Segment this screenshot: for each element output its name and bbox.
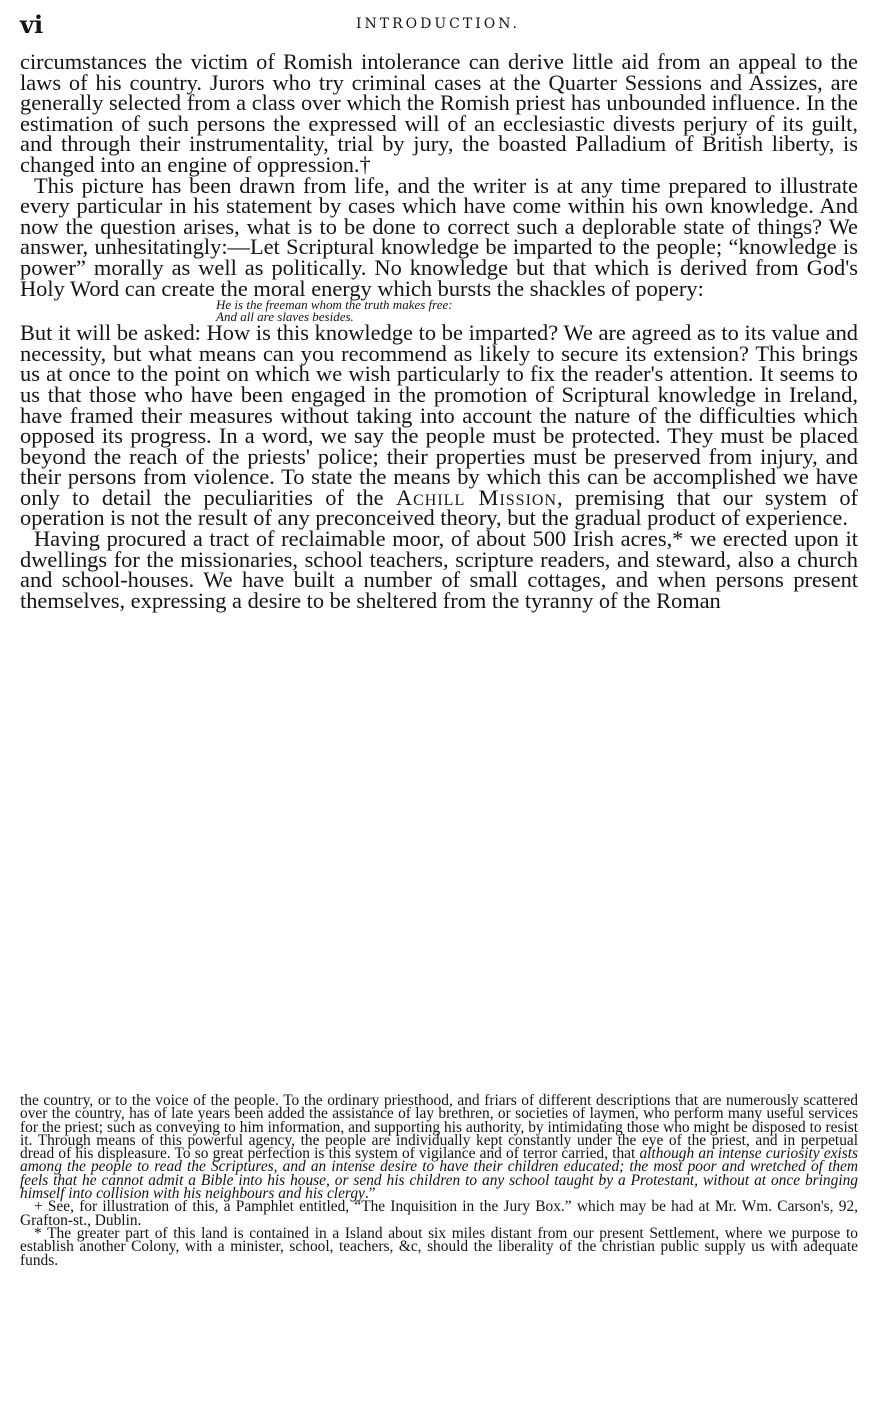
paragraph-text: , premising that our system of operation is not the result of any preconceived theory, but the gradual product of experience.: [20, 484, 858, 531]
main-text: [20, 49, 858, 613]
paragraph-continuation: circumstances the victim of Romish intolerance can derive little aid from an appeal to the laws of his country. Jurors who try criminal cases at the Quarter Sessions and Assizes, are generally selected from a class over which the Romish priest has unbounded influence. In the estimation of such persons the expressed will of an ecclesiastic divests perjury of its guilt, and through their instrumentality, trial by jury, the boasted Palladium of British liberty, is changed into an engine of oppression.†: [20, 49, 858, 177]
footnote-text: the country, or to the voice of the people. To the ordinary priesthood, and friars of different descriptions that are numerously scattered over the country, has of late years been added the assistance of lay brethren, or societies of laymen, who perform many useful services for the priest; such as conveying to him information, and supporting his authority, by intimidating those who might be disposed to resist it. Through means of this powerful agency, the people are individually kept constantly under the eye of the priest, and in perpetual dread of his displeasure. To so great perfection is this system of vigilance and of terror carried, that: [20, 1092, 858, 1163]
paragraph-picture-from-life: This picture has been drawn from life, and the writer is at any time prepared to illustrate every particular in his statement by cases which have come within his own knowledge. And now the question arises, what is to be done to correct such a deplorable state of things? We answer, unhesitatingly:—Let Scriptural knowledge be imparted to the people; “knowledge is power” morally as well as politically. No knowledge but that which is derived from God's Holy Word can create the moral energy which bursts the shackles of popery:: [20, 172, 858, 301]
paragraph-how-imparted: [20, 320, 858, 531]
page-number: vi: [20, 10, 44, 39]
footnote-text: .”: [364, 1185, 376, 1203]
footnote-star: * The greater part of this land is contained in a Island about six miles distant from our present Settlement, where we purpose to establish another Colony, with a minister, school, teachers, &c, should the liberality of the christian public supply us with adequate funds.: [20, 1224, 858, 1269]
footnotes: [20, 1094, 858, 1267]
footnote-continuation: [20, 1092, 858, 1203]
verse-line: And all are slaves besides.: [216, 309, 354, 325]
page-header: [20, 10, 856, 46]
running-head: INTRODUCTION.: [355, 16, 521, 32]
verse-line: He is the freeman whom the truth makes free:: [216, 297, 453, 313]
footnote-dagger: + See, for illustration of this, a Pamphlet entitled, “The Inquisition in the Jury Box.” which may be had at Mr. Wm. Carson's, 92, Grafton-st., Dublin.: [20, 1198, 858, 1229]
paragraph-reclaimable-moor: Having procured a tract of reclaimable moor, of about 500 Irish acres,* we erected upon it dwellings for the missionaries, school teachers, scripture readers, and steward, also a church and school-houses. We have built a number of small cottages, and when persons present themselves, expressing a desire to be sheltered from the tyranny of the Roman: [20, 526, 858, 613]
footnote-italic-text: although an intense curiosity exists among the people to read the Scriptures, and an intense desire to have their children educated; the most poor and wretched of them feels that he cannot admit a Bible into his house, or send his children to any school taught by a Protestant, without at once bringing himself into collision with his neighbours and his clergy: [20, 1145, 858, 1203]
achill-mission-smallcaps: Achill Mission: [395, 484, 558, 510]
paragraph-text: But it will be asked: How is this knowledge to be imparted? We are agreed as to its value and necessity, but what means can you recommend as likely to secure its extension? This brings us at once to the point on which we wish particularly to fix the reader's attention. It seems to us that those who have been engaged in the promotion of Scriptural knowledge in Ireland, have framed their measures without taking into account the nature of the difficulties which opposed its progress. In a word, we say the people must be protected. They must be placed beyond the reach of the priests' police; their properties must be preserved from injury, and their persons from violence. To state the means by which this can be accomplished we have only to detail the peculiarities of the: [20, 320, 858, 510]
